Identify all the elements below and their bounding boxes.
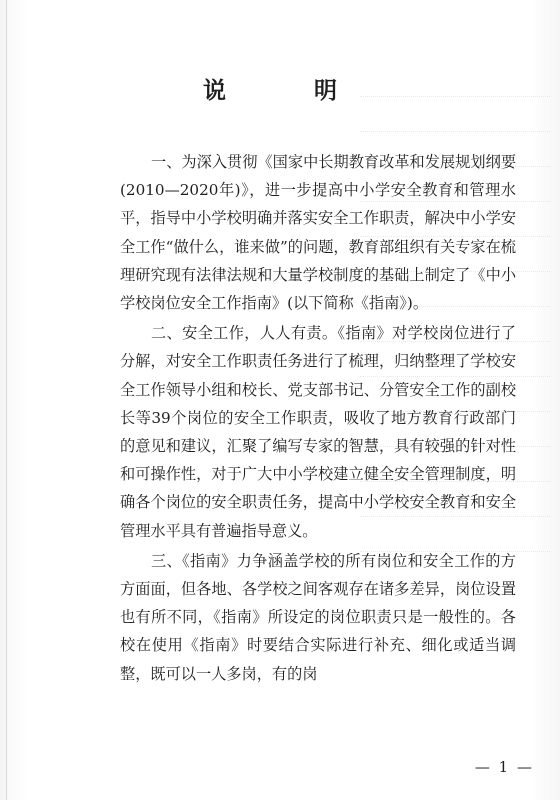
page-title: 说 明 bbox=[202, 77, 377, 104]
paragraph-2: 二、安全工作，人人有责。《指南》对学校岗位进行了分解，对安全工作职责任务进行了梳理，归纳整理了学校安全工作领导小组和校长、党支部书记、分管安全工作的副校长等39个岗位的安全工作职责，吸收了地方教育行政部门的意见和建议，汇聚了编写专家的智慧，具有较强的针对性和可操作性，对于广大中小学校建立健全安全管理制度，明确各个岗位的安全职责任务，提高中小学校安全教育和安全管理水平具有普遍指导意义。 bbox=[120, 324, 516, 540]
document-body bbox=[120, 148, 516, 690]
paragraph-1: 一、为深入贯彻《国家中长期教育改革和发展规划纲要(2010—2020年)》，进一步提高中小学安全教育和管理水平，指导中小学校明确并落实安全工作职责，解决中小学安全工作“做什么，谁来做”的问题，教育部组织有关专家在梳理研究现有法律法规和大量学校制度的基础上制定了《中小学校岗位安全工作指南》(以下简称《指南》)。 bbox=[120, 153, 516, 313]
page-number: — 1 — bbox=[474, 758, 534, 776]
page-edge-shadow bbox=[6, 0, 7, 800]
paragraph-3: 三、《指南》力争涵盖学校的所有岗位和安全工作的方方面面，但各地、各学校之间客观存在诸多差异，岗位设置也有所不同，《指南》所设定的岗位职责只是一般性的。各校在使用《指南》时要结合实际进行补充、细化或适当调整，既可以一人多岗，有的岗 bbox=[120, 551, 516, 683]
